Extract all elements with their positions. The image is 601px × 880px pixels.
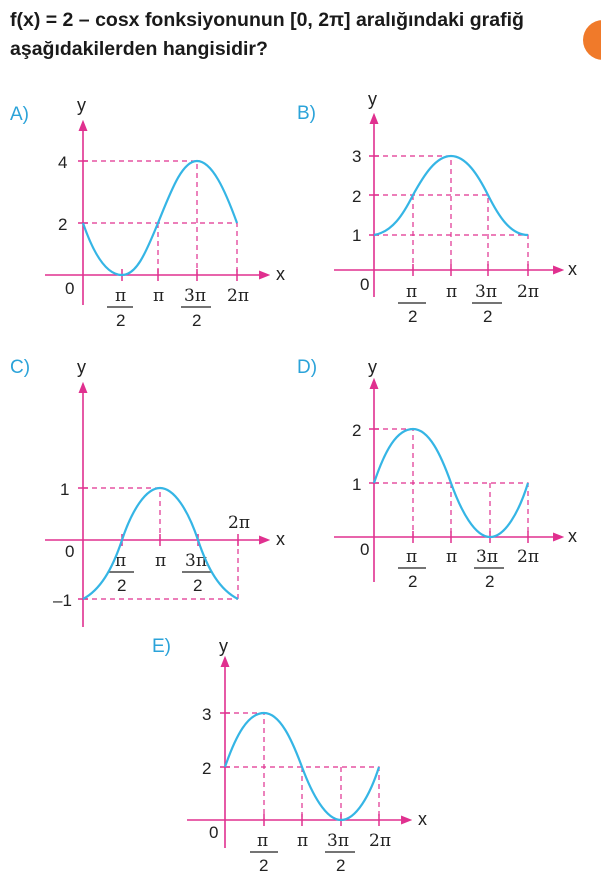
option-a[interactable]	[10, 95, 285, 330]
option-c-y-label: y	[77, 357, 86, 377]
option-e-xtick-pi: π	[297, 831, 309, 851]
option-d-xtick-pi-half-num: π	[406, 547, 418, 567]
option-c-xtick-pi-half-den: 2	[117, 576, 127, 595]
option-e-xtick-2pi: 2π	[369, 831, 391, 851]
option-b-ytick-2: 2	[352, 187, 362, 206]
option-c-xtick-3pi-half-den: 2	[193, 576, 203, 595]
option-e-origin: 0	[209, 823, 219, 842]
option-d-x-label: x	[568, 526, 577, 546]
option-d-ytick-1: 1	[352, 475, 362, 494]
option-b-ytick-1: 1	[352, 226, 362, 245]
option-b-xtick-pi-half-num: π	[406, 282, 418, 302]
question-line-1: f(x) = 2 – cosx fonksiyonunun [0, 2π] aralığındaki grafiğ	[10, 9, 524, 31]
option-b-origin: 0	[360, 275, 370, 294]
option-a-guide-max	[83, 161, 197, 275]
option-c-x-label: x	[276, 529, 285, 549]
option-d-ytick-2: 2	[352, 421, 362, 440]
option-a-xtick-pi: π	[153, 286, 165, 306]
option-e-xtick-3pi-half-num: 3π	[327, 831, 349, 851]
option-b-label: B)	[297, 103, 316, 124]
option-e-xtick-3pi-half-den: 2	[336, 856, 346, 875]
option-e-xtick-pi-half-den: 2	[259, 856, 269, 875]
option-a-xtick-2pi: 2π	[227, 286, 249, 306]
option-e-x-label: x	[418, 809, 427, 829]
option-a-xtick-pi-half-num: π	[115, 286, 127, 306]
option-a-xtick-pi-half-den: 2	[116, 311, 126, 330]
option-c-xtick-pi: π	[155, 551, 167, 571]
option-d-xtick-3pi-half-den: 2	[485, 572, 495, 591]
option-a-ytick-2: 2	[58, 215, 68, 234]
option-a-xtick-3pi-half-num: 3π	[184, 286, 206, 306]
question-line-2: aşağıdakilerden hangisidir?	[10, 38, 268, 60]
option-c-ytick-1: 1	[60, 480, 70, 499]
option-d[interactable]	[297, 357, 577, 591]
option-a-ytick-4: 4	[58, 153, 68, 172]
option-a-xtick-3pi-half-den: 2	[192, 311, 202, 330]
option-d-xtick-3pi-half-num: 3π	[476, 547, 498, 567]
option-d-origin: 0	[360, 540, 370, 559]
option-d-xtick-pi: π	[446, 547, 458, 567]
option-b[interactable]	[297, 89, 577, 326]
option-c-xtick-3pi-half-num: 3π	[185, 551, 207, 571]
option-a-origin: 0	[65, 279, 75, 298]
option-d-label: D)	[297, 357, 318, 378]
option-d-xtick-2pi: 2π	[517, 547, 539, 567]
option-c-label: C)	[10, 357, 31, 378]
option-c-ytick-minus1: –1	[53, 591, 72, 610]
option-e-label: E)	[152, 636, 171, 657]
option-a-curve	[83, 161, 237, 275]
option-b-xtick-2pi: 2π	[517, 282, 539, 302]
option-b-xtick-pi: π	[446, 282, 458, 302]
option-b-y-label: y	[368, 89, 377, 109]
option-e-y-label: y	[219, 636, 228, 656]
option-e-xtick-pi-half-num: π	[257, 831, 269, 851]
option-d-y-label: y	[368, 357, 377, 377]
option-b-x-label: x	[568, 259, 577, 279]
option-d-xtick-pi-half-den: 2	[408, 572, 418, 591]
option-a-x-label: x	[276, 264, 285, 284]
option-a-label: A)	[10, 104, 29, 125]
option-e-ytick-3: 3	[202, 705, 212, 724]
option-c-xtick-2pi: 2π	[228, 513, 250, 533]
option-a-y-label: y	[77, 95, 86, 115]
option-b-xtick-3pi-half-den: 2	[483, 307, 493, 326]
option-b-ytick-3: 3	[352, 147, 362, 166]
option-e[interactable]	[152, 636, 427, 875]
option-b-xtick-pi-half-den: 2	[408, 307, 418, 326]
option-e-ytick-2: 2	[202, 759, 212, 778]
option-b-xtick-3pi-half-num: 3π	[475, 282, 497, 302]
option-c-origin: 0	[65, 542, 75, 561]
option-c-xtick-pi-half-num: π	[115, 551, 127, 571]
option-c[interactable]	[10, 357, 285, 627]
